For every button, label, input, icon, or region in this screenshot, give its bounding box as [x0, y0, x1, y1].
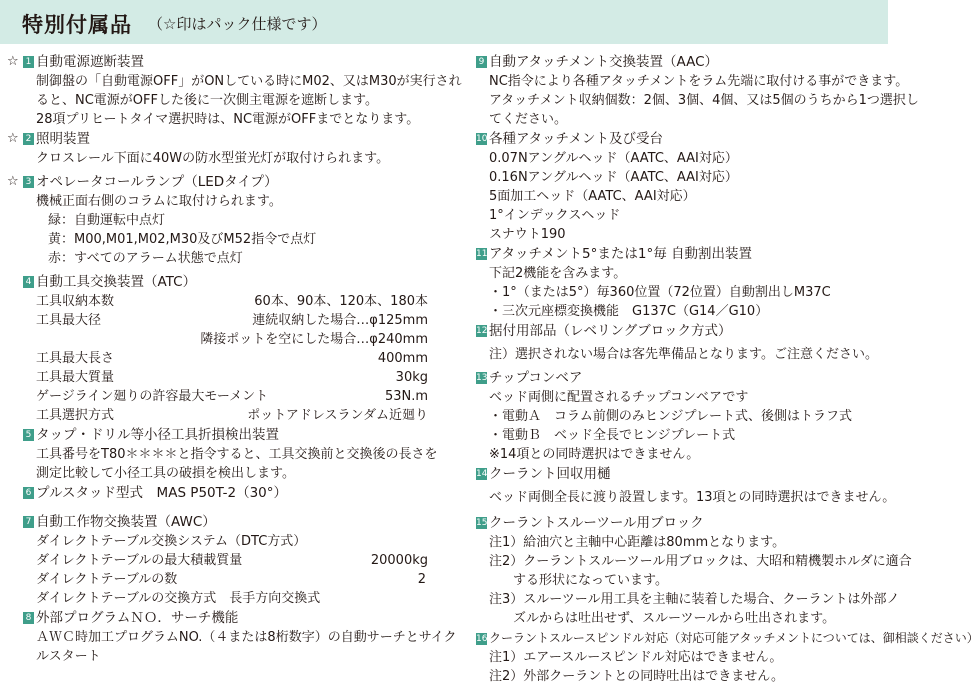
star-icon: ☆	[7, 174, 19, 189]
text-line: 5面加工ヘッド（AATC、AAI対応）	[489, 189, 696, 204]
number-badge: 6	[23, 487, 34, 499]
text-line: ダイレクトテーブルの交換方式 長手方向交換式	[36, 591, 321, 606]
number-badge: 5	[23, 429, 34, 441]
number-badge: 13	[476, 373, 488, 383]
text-line: する形状になっています。	[513, 573, 668, 588]
number-badge: 2	[23, 133, 34, 145]
section-5-title: 5 タップ・ドリル等小径工具折損検出装置	[0, 425, 440, 445]
section-3-title: ☆ 3 オペレータコールランプ（LEDタイプ）	[7, 174, 278, 190]
text-line: NC指令により各種アタッチメントをラム先端に取付ける事ができます。	[489, 74, 909, 89]
section-12-title: 12 据付用部品（レベリングブロック方式）	[476, 323, 732, 339]
page-note: （☆印はパック仕様です）	[148, 15, 327, 33]
text-line: ベッド両側全長に渡り設置します。13項との同時選択はできません。	[489, 490, 896, 505]
spec-row: 工具収納本数 60本、90本、120本、180本	[36, 294, 428, 309]
text-line: 工具番号をT80＊＊＊＊と指令すると、工具交換前と交換後の長さを	[36, 447, 438, 462]
section-4-title: 4 自動工具交換装置（ATC）	[0, 272, 440, 292]
number-badge: 4	[23, 276, 34, 288]
section-14-title: 14 クーラント回収用樋	[476, 466, 611, 482]
text-line: ＡＷＣ時加工プログラムNO.（４または8桁数字）の自動サーチとサイク	[36, 630, 457, 645]
number-badge: 8	[23, 612, 34, 624]
text-line: 注）選択されない場合は客先準備品となります。ご注意ください。	[489, 347, 878, 362]
text-line: アタッチメント収納個数：2個、3個、4個、又は5個のうちから1つ選択し	[489, 93, 919, 108]
spec-row: 工具最大径 連続収納した場合…φ125mm	[36, 313, 428, 328]
section-header	[0, 0, 888, 44]
text-line: ると、NC電源がOFFした後に一次側主電源を遮断します。	[36, 93, 378, 108]
text-line: てください。	[489, 112, 568, 127]
section-15-title: 15 クーラントスルーツール用ブロック	[476, 515, 704, 531]
text-line: 緑：自動運転中点灯	[48, 213, 166, 228]
star-icon: ☆	[7, 131, 19, 146]
text-line: 注2）クーラントスルーツール用ブロックは、大昭和精機製ホルダに適合	[489, 554, 912, 569]
text-line: 28項プリヒートタイマ選択時は、NC電源がOFFまでとなります。	[36, 112, 420, 127]
number-badge: 15	[476, 518, 488, 528]
text-line: 黄：M00,M01,M02,M30及びM52指令で点灯	[48, 232, 317, 247]
text-line: 0.16Nアングルヘッド（AATC、AAI対応）	[489, 170, 738, 185]
star-icon: ☆	[7, 54, 19, 69]
spec-row: 隣接ポットを空にした場合…φ240mm	[200, 332, 428, 347]
text-line: ・1°（または5°）毎360位置（72位置）自動割出しM37C	[489, 285, 831, 300]
spec-row: 工具最大長さ 400mm	[36, 351, 428, 366]
section-13-title: 13 チップコンベア	[476, 370, 583, 386]
text-line: ルスタート	[36, 649, 101, 664]
spec-row: ダイレクトテーブルの数 2	[36, 572, 426, 587]
section-10-title: 10 各種アタッチメント及び受台	[476, 131, 664, 147]
text-line: ダイレクトテーブル交換システム（DTC方式）	[36, 534, 307, 549]
text-line: 注2）外部クーラントとの同時吐出はできません。	[489, 669, 785, 684]
number-badge: 11	[476, 249, 488, 259]
section-11-title: 11 アタッチメント5°または1°毎 自動割出装置	[476, 246, 752, 262]
text-line: 注3）スルーツール用工具を主軸に装着した場合、クーラントは外部ノ	[489, 592, 900, 607]
text-line: 制御盤の「自動電源OFF」がONしている時にM02、又はM30が実行され	[36, 74, 462, 89]
number-badge: 14	[476, 469, 488, 479]
spec-row: ダイレクトテーブルの最大積載質量 20000kg	[36, 553, 428, 568]
left-column	[0, 52, 462, 666]
text-line: 機械正面右側のコラムに取付けられます。	[36, 194, 282, 209]
text-line: 注1）給油穴と主軸中心距離は80mmとなります。	[489, 535, 786, 550]
number-badge: 16	[476, 633, 488, 644]
text-line: 測定比較して小径工具の破損を検出します。	[36, 466, 295, 481]
spec-row: 工具選択方式 ポットアドレスランダム近廻り	[36, 408, 428, 423]
section-7-title: 7 自動工作物交換装置（AWC）	[0, 512, 440, 532]
text-line: ズルからは吐出せず、スルーツールから吐出されます。	[513, 611, 836, 626]
number-badge: 7	[23, 516, 34, 528]
spec-row: 工具最大質量 30kg	[36, 370, 428, 385]
text-line: ・電動Ｂ ベッド全長でヒンジプレート式	[489, 428, 736, 443]
right-column	[476, 52, 979, 686]
text-line: ※14項との同時選択はできません。	[489, 447, 700, 462]
number-badge: 12	[476, 326, 488, 336]
number-badge: 3	[23, 176, 34, 188]
section-9-title: 9 自動アタッチメント交換装置（AAC）	[476, 52, 888, 72]
section-1-title: ☆ 1 自動電源遮断装置	[7, 54, 144, 70]
text-line: 注1）エアースルースピンドル対応はできません。	[489, 650, 783, 665]
section-2-title: ☆ 2 照明装置	[7, 131, 90, 147]
spec-row: ゲージライン廻りの許容最大モーメント 53N.m	[36, 389, 428, 404]
text-line: 赤：すべてのアラーム状態で点灯	[48, 251, 243, 266]
text-line: 下記2機能を含みます。	[489, 266, 627, 281]
number-badge: 9	[476, 56, 487, 68]
section-6-title: 6 プルスタッド型式 MAS P50T-2（30°）	[0, 483, 440, 503]
number-badge: 1	[23, 56, 34, 68]
number-badge: 10	[476, 134, 488, 144]
text-line: ・三次元座標変換機能 G137C（G14／G10）	[489, 304, 769, 319]
text-line: クロスレール下面に40Wの防水型蛍光灯が取付けられます。	[36, 151, 390, 166]
text-line: ベッド両側に配置されるチップコンベアです	[489, 390, 749, 405]
section-8-title: 8 外部プログラムＮＯ．サーチ機能	[0, 608, 440, 628]
section-16-title: 16 クーラントスルースピンドル対応（対応可能アタッチメントについては、御相談ください）	[476, 631, 979, 645]
text-line: スナウト190	[489, 227, 566, 242]
text-line: 1°インデックスヘッド	[489, 208, 621, 223]
text-line: 0.07Nアングルヘッド（AATC、AAI対応）	[489, 151, 738, 166]
text-line: ・電動Ａ コラム前側のみヒンジプレート式、後側はトラフ式	[489, 409, 853, 424]
page-title: 特別付属品	[22, 13, 132, 37]
